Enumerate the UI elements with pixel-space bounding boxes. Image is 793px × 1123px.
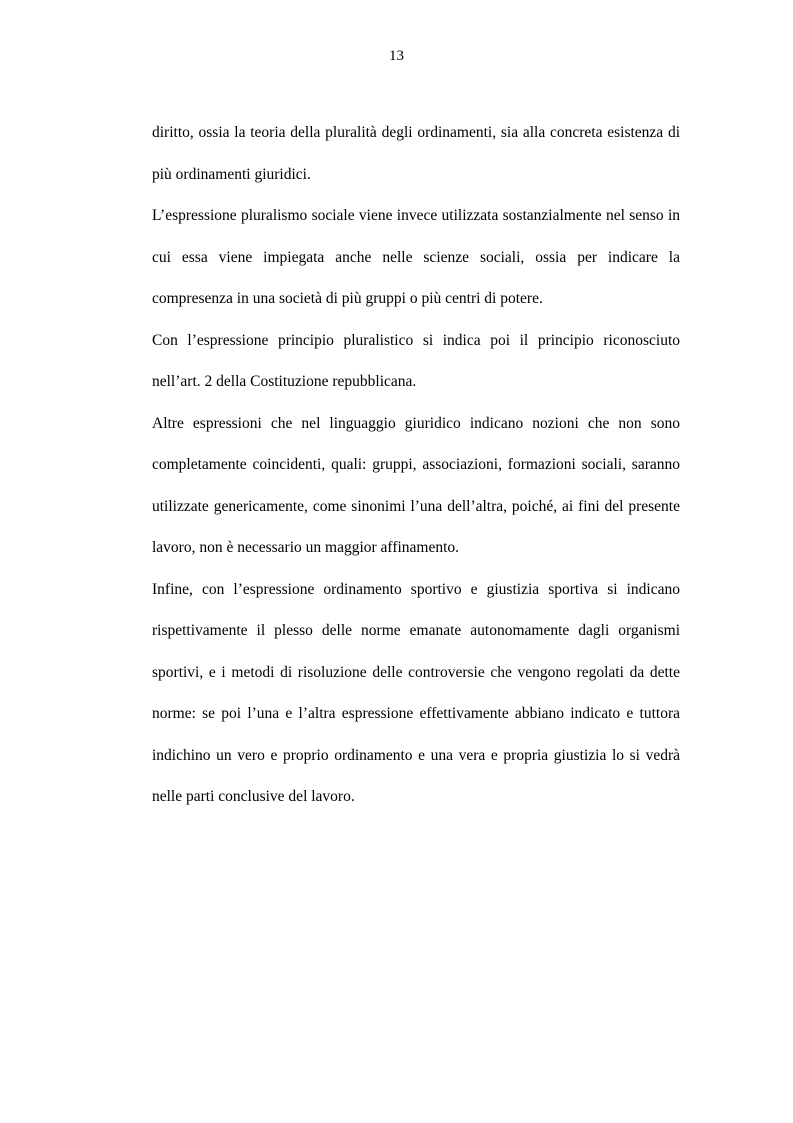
- paragraph-sports-order: Infine, con l’espressione ordinamento sportivo e giustizia sportiva si indicano rispettivamente il plesso delle norme emanate autonomamente dagli organismi sportivi, e i metodi di risoluzione delle controversie che vengono regolati da dette norme: se poi l’una e l’altra espressione effettivamente abbiano indicato e tuttora indichino un vero e proprio ordinamento e una vera e propria giustizia lo si vedrà nelle parti conclusive del lavoro.: [152, 580, 680, 805]
- paragraph-pluralistic-principle: Con l’espressione principio pluralistico si indica poi il principio riconosciuto nell’art. 2 della Costituzione repubblicana.: [152, 331, 680, 390]
- paragraph-social-pluralism: L’espressione pluralismo sociale viene invece utilizzata sostanzialmente nel senso in cui essa viene impiegata anche nelle scienze sociali, ossia per indicare la compresenza in una società di più gruppi o più centri di potere.: [152, 207, 680, 307]
- paragraph-other-expressions: Altre espressioni che nel linguaggio giuridico indicano nozioni che non sono completamente coincidenti, quali: gruppi, associazioni, formazioni sociali, saranno utilizzate genericamente, come sinonimi l’una dell’altra, poiché, ai fini del presente lavoro, non è necessario un maggior affinamento.: [152, 414, 680, 556]
- paragraph-plurality-continuation: diritto, ossia la teoria della pluralità degli ordinamenti, sia alla concreta esistenza di più ordinamenti giuridici.: [152, 124, 680, 183]
- body-text: [152, 112, 680, 818]
- page-number: 13: [389, 48, 404, 64]
